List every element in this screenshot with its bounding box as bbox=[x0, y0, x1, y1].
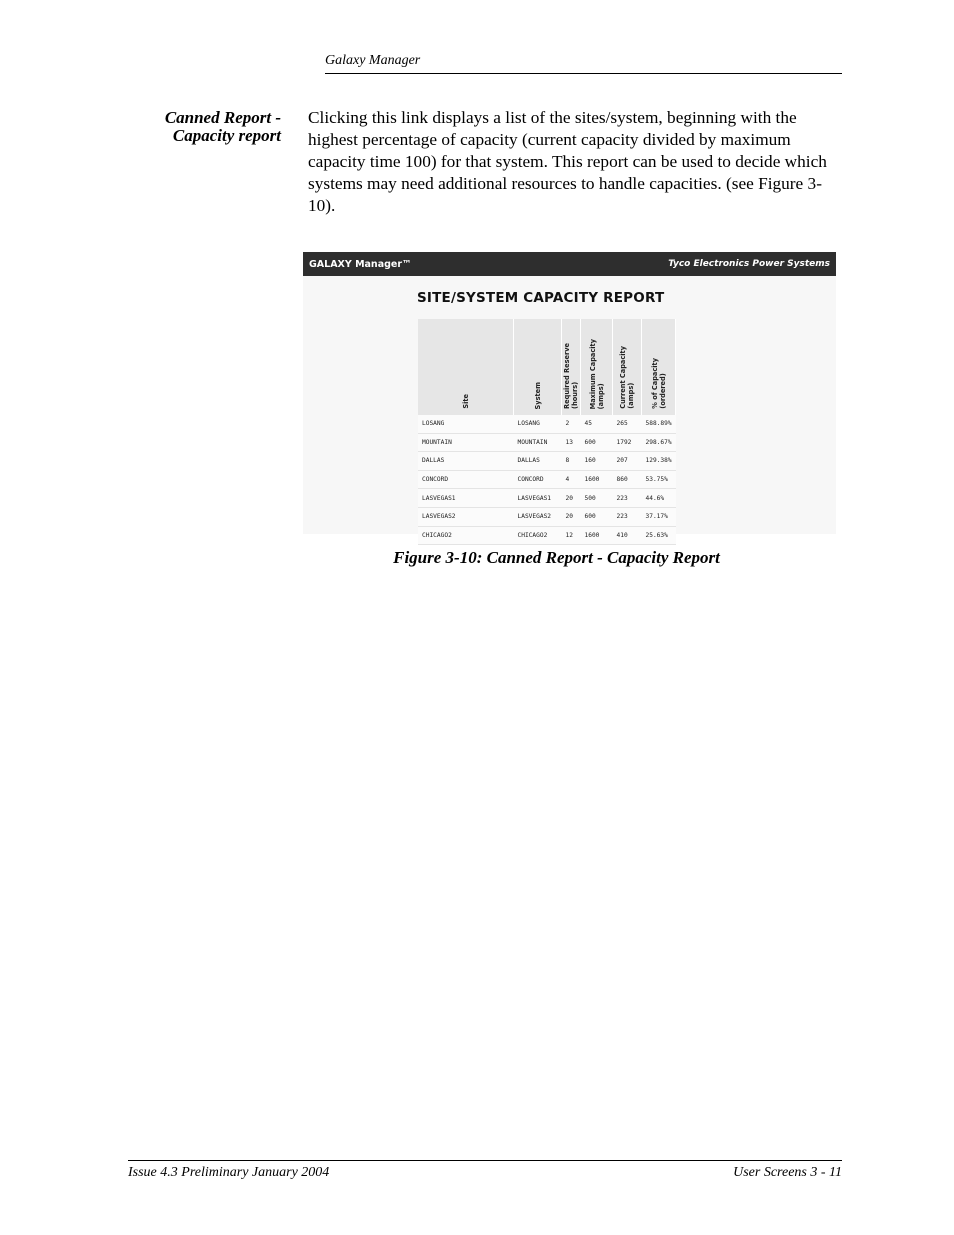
section-body: Clicking this link displays a list of the sites/system, beginning with the highest percentage of capacity (current capacity divided by maximum capacity time 100) for that system. This report can be used to decide which systems may need additional resources to handle capacities. (see Figure 3-10). bbox=[308, 108, 827, 215]
cell-percent-capacity: 37.17% bbox=[642, 507, 676, 526]
running-header: Galaxy Manager bbox=[325, 52, 842, 74]
app-title: GALAXY Manager™ bbox=[309, 258, 412, 270]
cell-current-capacity: 207 bbox=[613, 452, 642, 471]
footer-page-number: User Screens 3 - 11 bbox=[733, 1165, 842, 1180]
table-row bbox=[418, 526, 676, 545]
cell-percent-capacity: 298.67% bbox=[642, 433, 676, 452]
cell-maximum-capacity: 500 bbox=[581, 489, 613, 508]
page-footer bbox=[128, 1160, 842, 1182]
cell-maximum-capacity: 45 bbox=[581, 415, 613, 433]
section-heading bbox=[120, 109, 281, 145]
cell-system: CHICAGO2 bbox=[514, 526, 562, 545]
cell-site: MOUNTAIN bbox=[418, 433, 514, 452]
cell-maximum-capacity: 1600 bbox=[581, 470, 613, 489]
cell-required-reserve: 20 bbox=[562, 507, 581, 526]
company-name: Tyco Electronics Power Systems bbox=[668, 259, 830, 269]
table-row bbox=[418, 507, 676, 526]
cell-system: MOUNTAIN bbox=[514, 433, 562, 452]
column-header-percent-capacity: % of Capacity (ordered) bbox=[642, 319, 676, 415]
cell-percent-capacity: 44.6% bbox=[642, 489, 676, 508]
cell-maximum-capacity: 600 bbox=[581, 507, 613, 526]
cell-current-capacity: 1792 bbox=[613, 433, 642, 452]
table-row bbox=[418, 452, 676, 471]
report-title: SITE/SYSTEM CAPACITY REPORT bbox=[417, 290, 665, 306]
footer-issue: Issue 4.3 Preliminary January 2004 bbox=[128, 1165, 330, 1180]
cell-site: LOSANG bbox=[418, 415, 514, 433]
cell-maximum-capacity: 1600 bbox=[581, 526, 613, 545]
cell-required-reserve: 4 bbox=[562, 470, 581, 489]
app-title-bar bbox=[303, 252, 836, 276]
cell-system: CONCORD bbox=[514, 470, 562, 489]
column-header-current-capacity: Current Capacity (amps) bbox=[613, 319, 642, 415]
cell-current-capacity: 265 bbox=[613, 415, 642, 433]
cell-current-capacity: 410 bbox=[613, 526, 642, 545]
cell-system: DALLAS bbox=[514, 452, 562, 471]
section-heading-line1: Canned Report - bbox=[164, 108, 281, 127]
column-header-system: System bbox=[514, 319, 562, 415]
column-header-maximum-capacity: Maximum Capacity (amps) bbox=[581, 319, 613, 415]
table-row bbox=[418, 489, 676, 508]
cell-system: LASVEGAS2 bbox=[514, 507, 562, 526]
cell-current-capacity: 223 bbox=[613, 507, 642, 526]
cell-site: CONCORD bbox=[418, 470, 514, 489]
cell-required-reserve: 2 bbox=[562, 415, 581, 433]
table-header-row bbox=[418, 319, 676, 415]
figure-caption: Figure 3-10: Canned Report - Capacity Report bbox=[393, 548, 720, 567]
table-row bbox=[418, 470, 676, 489]
cell-required-reserve: 8 bbox=[562, 452, 581, 471]
column-header-site: Site bbox=[418, 319, 514, 415]
cell-percent-capacity: 588.89% bbox=[642, 415, 676, 433]
column-header-required-reserve: Required Reserve (hours) bbox=[562, 319, 581, 415]
cell-current-capacity: 223 bbox=[613, 489, 642, 508]
cell-current-capacity: 860 bbox=[613, 470, 642, 489]
capacity-report-table bbox=[418, 319, 676, 545]
cell-maximum-capacity: 600 bbox=[581, 433, 613, 452]
cell-required-reserve: 12 bbox=[562, 526, 581, 545]
cell-percent-capacity: 25.63% bbox=[642, 526, 676, 545]
cell-system: LASVEGAS1 bbox=[514, 489, 562, 508]
cell-percent-capacity: 53.75% bbox=[642, 470, 676, 489]
cell-site: CHICAGO2 bbox=[418, 526, 514, 545]
cell-required-reserve: 13 bbox=[562, 433, 581, 452]
cell-site: LASVEGAS2 bbox=[418, 507, 514, 526]
cell-site: LASVEGAS1 bbox=[418, 489, 514, 508]
table-row bbox=[418, 433, 676, 452]
cell-system: LOSANG bbox=[514, 415, 562, 433]
table-row bbox=[418, 415, 676, 433]
section-heading-line2: Capacity report bbox=[172, 126, 281, 145]
cell-site: DALLAS bbox=[418, 452, 514, 471]
cell-required-reserve: 20 bbox=[562, 489, 581, 508]
cell-maximum-capacity: 160 bbox=[581, 452, 613, 471]
cell-percent-capacity: 129.38% bbox=[642, 452, 676, 471]
report-screenshot bbox=[303, 252, 836, 539]
